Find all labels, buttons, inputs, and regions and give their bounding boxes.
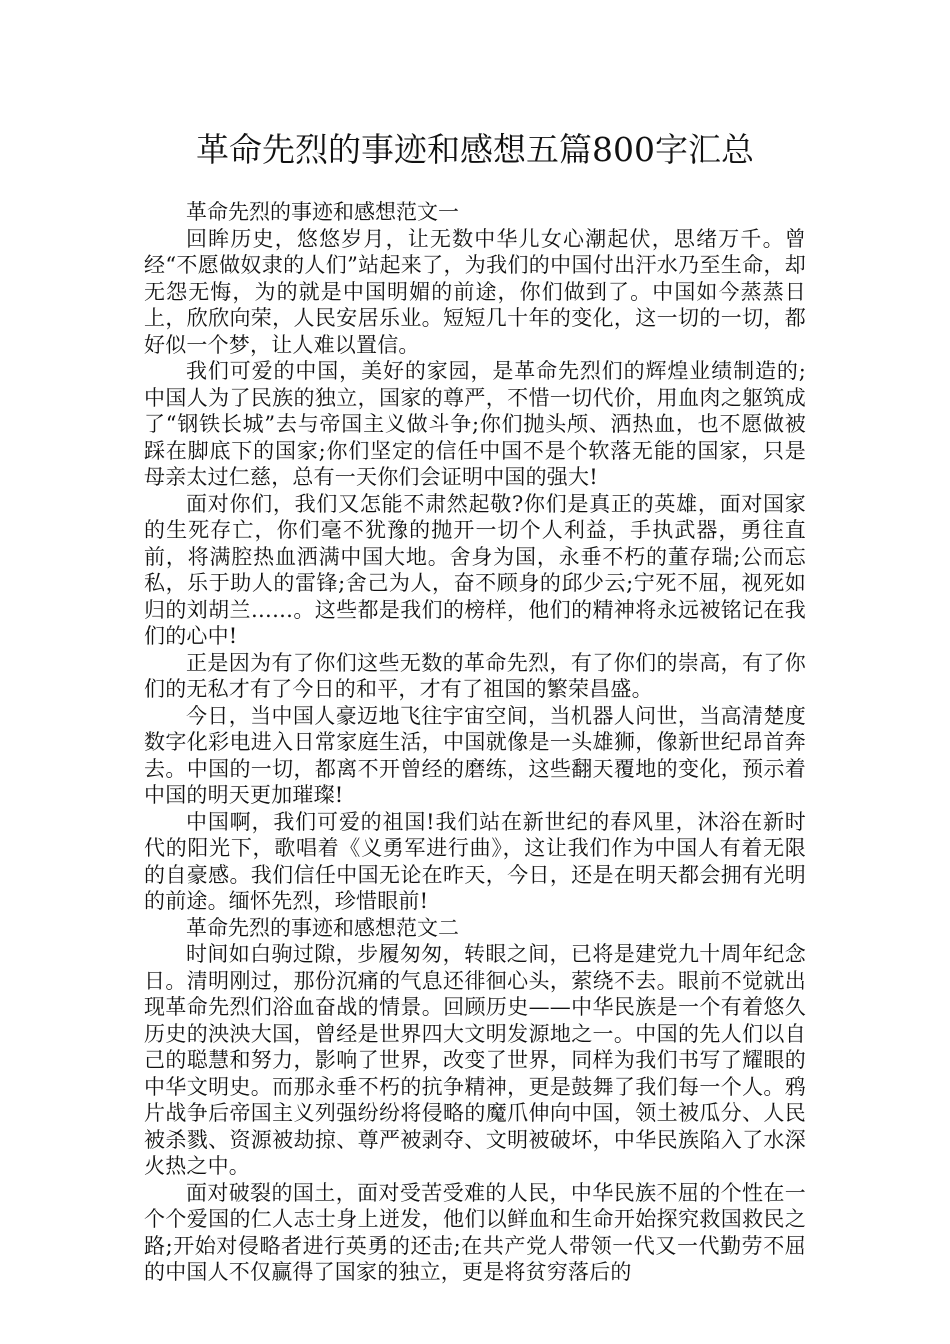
paragraph: 今日，当中国人豪迈地飞往宇宙空间，当机器人问世，当高清楚度数字化彩电进入日常家庭生活，中国就像是一头雄狮，像新世纪昂首奔去。中国的一切，都离不开曾经的磨练，这些翻天覆地的变化，预示着中国的明天更加璀璨!	[144, 703, 806, 807]
paragraph: 回眸历史，悠悠岁月，让无数中华儿女心潮起伏，思绪万千。曾经“不愿做奴隶的人们”站起来了，为我们的中国付出汗水乃至生命，却无怨无悔，为的就是中国明媚的前途，你们做到了。中国如今蒸蒸日上，欣欣向荣，人民安居乐业。短短几十年的变化，这一切的一切，都好似一个梦，让人难以置信。	[144, 226, 806, 357]
section-heading-1: 革命先烈的事迹和感想范文一	[186, 200, 459, 224]
paragraph: 中国啊，我们可爱的祖国!我们站在新世纪的春风里，沐浴在新时代的阳光下，歌唱着《义勇军进行曲》，这让我们作为中国人有着无限的自豪感。我们信任中国无论在昨天，今日，还是在明天都会拥有光明的前途。缅怀先烈，珍惜眼前!	[144, 809, 806, 913]
paragraph: 面对破裂的国土，面对受苦受难的人民，中华民族不屈的个性在一个个爱国的仁人志士身上迸发，他们以鲜血和生命开始探究救国救民之路;开始对侵略者进行英勇的还击;在共产党人带领一代又一代勤劳不屈的中国人不仅赢得了国家的独立，更是将贫穷落后的	[144, 1180, 806, 1284]
document-body	[144, 199, 806, 1286]
paragraph: 正是因为有了你们这些无数的革命先烈，有了你们的崇高，有了你们的无私才有了今日的和平，才有了祖国的繁荣昌盛。	[144, 650, 806, 701]
section-heading-2: 革命先烈的事迹和感想范文二	[186, 915, 459, 940]
paragraph: 我们可爱的中国，美好的家园，是革命先烈们的辉煌业绩制造的;中国人为了民族的独立，国家的尊严，不惜一切代价，用血肉之躯筑成了“钢铁长城”去与帝国主义做斗争;你们抛头颅、洒热血，也不愿做被踩在脚底下的国家;你们坚定的信任中国不是个软落无能的国家，只是母亲太过仁慈，总有一天你们会证明中国的强大!	[144, 359, 806, 489]
document-title: 革命先烈的事迹和感想五篇800字汇总	[196, 130, 754, 169]
paragraph: 面对你们，我们又怎能不肃然起敬?你们是真正的英雄，面对国家的生死存亡，你们毫不犹豫的抛开一切个人利益，手执武器，勇往直前，将满腔热血洒满中国大地。舍身为国，永垂不朽的董存瑞;公而忘私，乐于助人的雷锋;舍己为人，奋不顾身的邱少云;宁死不屈，视死如归的刘胡兰……。这些都是我们的榜样，他们的精神将永远被铭记在我们的心中!	[144, 491, 806, 648]
paragraph: 时间如白驹过隙，步履匆匆，转眼之间，已将是建党九十周年纪念日。清明刚过，那份沉痛的气息还徘徊心头，萦绕不去。眼前不觉就出现革命先烈们浴血奋战的情景。回顾历史——中华民族是一个有着悠久历史的泱泱大国，曾经是世界四大文明发源地之一。中国的先人们以自己的聪慧和努力，影响了世界，改变了世界，同样为我们书写了耀眼的中华文明史。而那永垂不朽的抗争精神，更是鼓舞了我们每一个人。鸦片战争后帝国主义列强纷纷将侵略的魔爪伸向中国，领土被瓜分、人民被杀戮、资源被劫掠、尊严被剥夺、文明被破坏，中华民族陷入了水深火热之中。	[144, 942, 806, 1178]
